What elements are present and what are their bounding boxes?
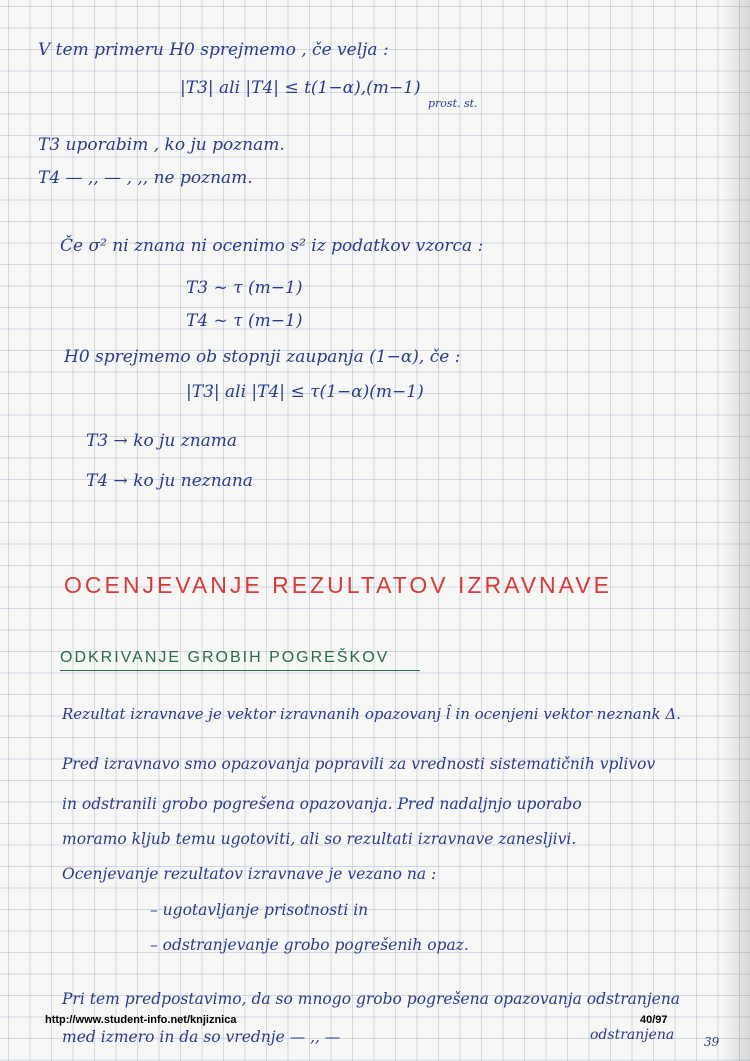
binding-shadow [722,0,750,1061]
paragraph-line: Pri tem predpostavimo, da so mnogo grobo pogrešena opazovanja odstranjena [62,990,681,1008]
paragraph-line: Ocenjevanje rezultatov izravnave je vezano na : [62,865,437,883]
annotation-note: prost. st. [428,97,478,110]
paragraph-line-right: odstranjena [590,1027,675,1043]
text-line: T3 → ko ju znama [86,431,238,451]
list-item: – ugotavljanje prisotnosti in [150,901,369,919]
page-number: 39 [704,1035,720,1049]
text-line: T3 uporabim , ko ju poznam. [38,135,285,155]
sub-heading-underline [60,670,420,671]
text-line: Če σ² ni znana ni ocenimo s² iz podatkov vzorca : [60,236,484,256]
footer-url: http://www.student-info.net/knjiznica [45,1014,237,1026]
paragraph-line: Pred izravnavo smo opazovanja popravili za vrednosti sistematičnih vplivov [62,755,656,773]
paragraph-line: in odstranili grobo pogrešena opazovanja. Pred nadaljnjo uporabo [62,795,582,813]
formula-line: T3 ~ τ (m−1) [186,278,303,298]
formula-line: |T3| ali |T4| ≤ τ(1−α)(m−1) [186,382,424,402]
footer-page-count: 40/97 [640,1014,668,1026]
text-line: T4 — ,, — , ,, ne poznam. [38,168,253,188]
paragraph-line: med izmero in da so vrednje — ,, — [62,1028,341,1046]
text-line: V tem primeru H0 sprejmemo , če velja : [38,40,389,60]
formula-line: |T3| ali |T4| ≤ t(1−α),(m−1) [180,78,421,98]
main-heading: OCENJEVANJE REZULTATOV IZRAVNAVE [64,572,612,598]
text-line: T4 → ko ju neznana [86,471,253,491]
paragraph-line: moramo kljub temu ugotoviti, ali so rezultati izravnave zanesljivi. [62,830,577,848]
list-item: – odstranjevanje grobo pogrešenih opaz. [150,936,469,954]
sub-heading: ODKRIVANJE GROBIH POGREŠKOV [60,649,390,666]
paragraph-line: Rezultat izravnave je vektor izravnanih opazovanj l̂ in ocenjeni vektor neznank Δ. [62,705,681,723]
formula-line: T4 ~ τ (m−1) [186,311,303,331]
text-line: H0 sprejmemo ob stopnji zaupanja (1−α), če : [64,347,461,367]
